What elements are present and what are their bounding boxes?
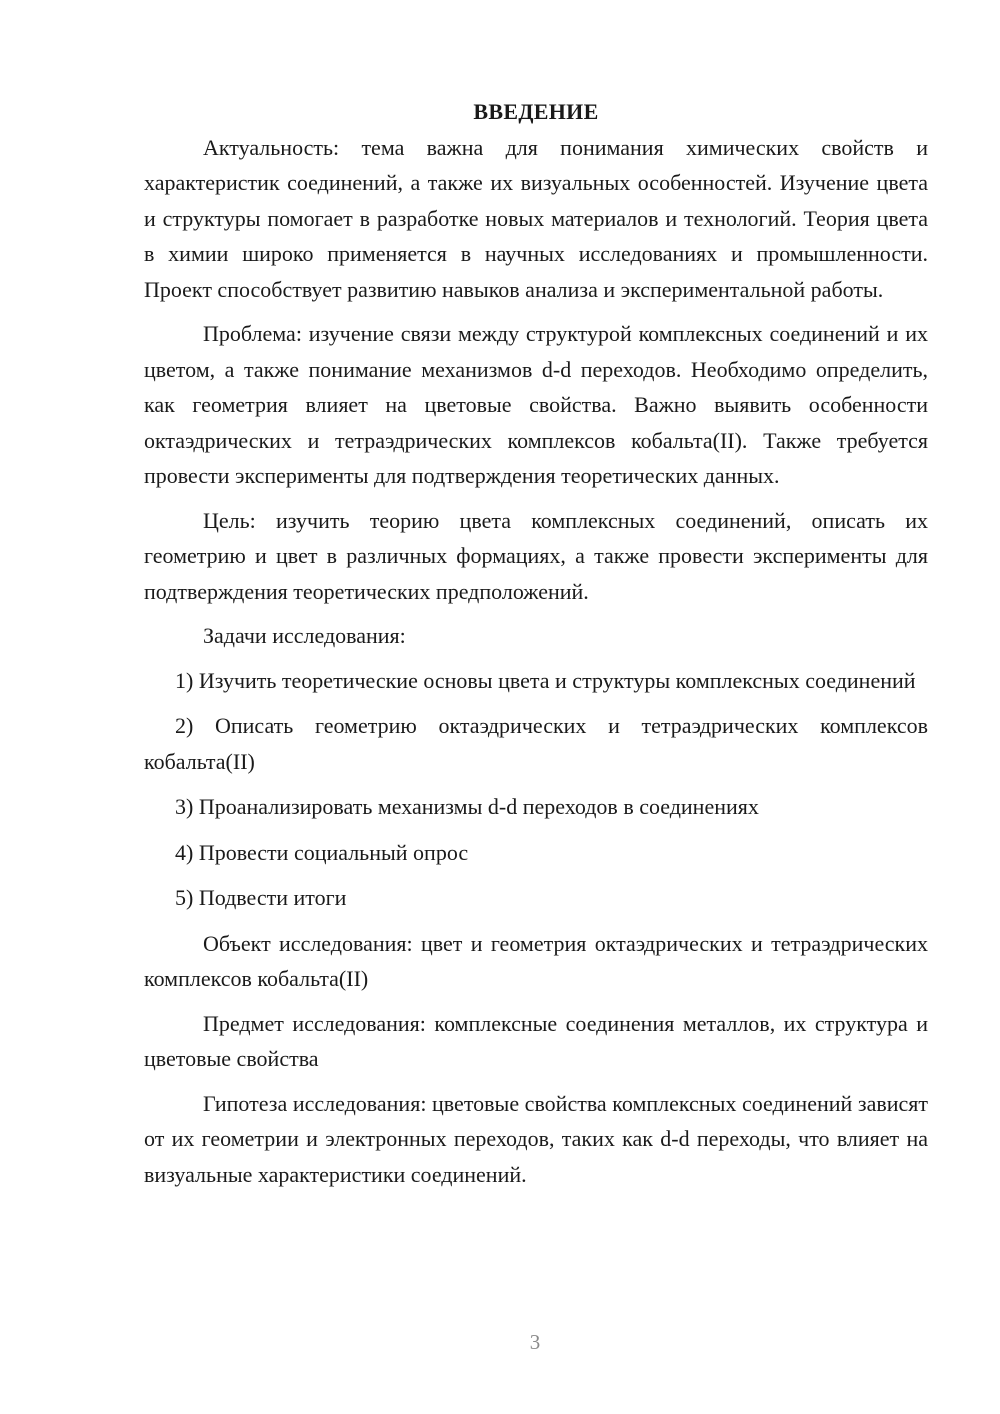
task-item-1: 1) Изучить теоретические основы цвета и структуры комплексных соединений xyxy=(175,667,916,693)
hypothesis-paragraph: Гипотеза исследования: цветовые свойства комплексных соединений зависят от их геометрии и электронных переходов, таких как d-d переходы, что влияет на визуальные характеристики соединений. xyxy=(144,1090,928,1187)
task-item-4: 4) Провести социальный опрос xyxy=(175,839,469,865)
page-number: 3 xyxy=(529,1330,541,1354)
goal-paragraph: Цель: изучить теорию цвета комплексных соединений, описать их геометрию и цвет в различных формациях, а также провести эксперименты для подтверждения теоретических предположений. xyxy=(144,507,928,604)
task-item-5: 5) Подвести итоги xyxy=(175,885,347,910)
page-content xyxy=(144,94,928,1201)
task-item-2: 2) Описать геометрию октаэдрических и тетраэдрических комплексов кобальта(II) xyxy=(144,713,928,774)
section-title: ВВЕДЕНИЕ xyxy=(473,99,599,124)
problem-paragraph: Проблема: изучение связи между структурой комплексных соединений и их цветом, а также понимание механизмов d-d переходов. Необходимо определить, как геометрия влияет на цветовые свойства. Важно выявить особенности октаэдрических и тетраэдрических комплексов кобальта(II). Также требуется провести эксперименты для подтверждения теоретических данных. xyxy=(144,321,928,488)
object-paragraph: Объект исследования: цвет и геометрия октаэдрических и тетраэдрических комплексов кобальта(II) xyxy=(144,930,928,991)
task-item-3: 3) Проанализировать механизмы d-d переходов в соединениях xyxy=(175,794,759,819)
subject-paragraph: Предмет исследования: комплексные соединения металлов, их структура и цветовые свойства xyxy=(144,1010,928,1071)
relevance-paragraph: Актуальность: тема важна для понимания химических свойств и характеристик соединений, а также их визуальных особенностей. Изучение цвета и структуры помогает в разработке новых материалов и технологий. Теория цвета в химии широко применяется в научных исследованиях и промышленности. Проект способствует развитию навыков анализа и экспериментальной работы. xyxy=(144,134,928,302)
tasks-heading: Задачи исследования: xyxy=(203,623,406,648)
